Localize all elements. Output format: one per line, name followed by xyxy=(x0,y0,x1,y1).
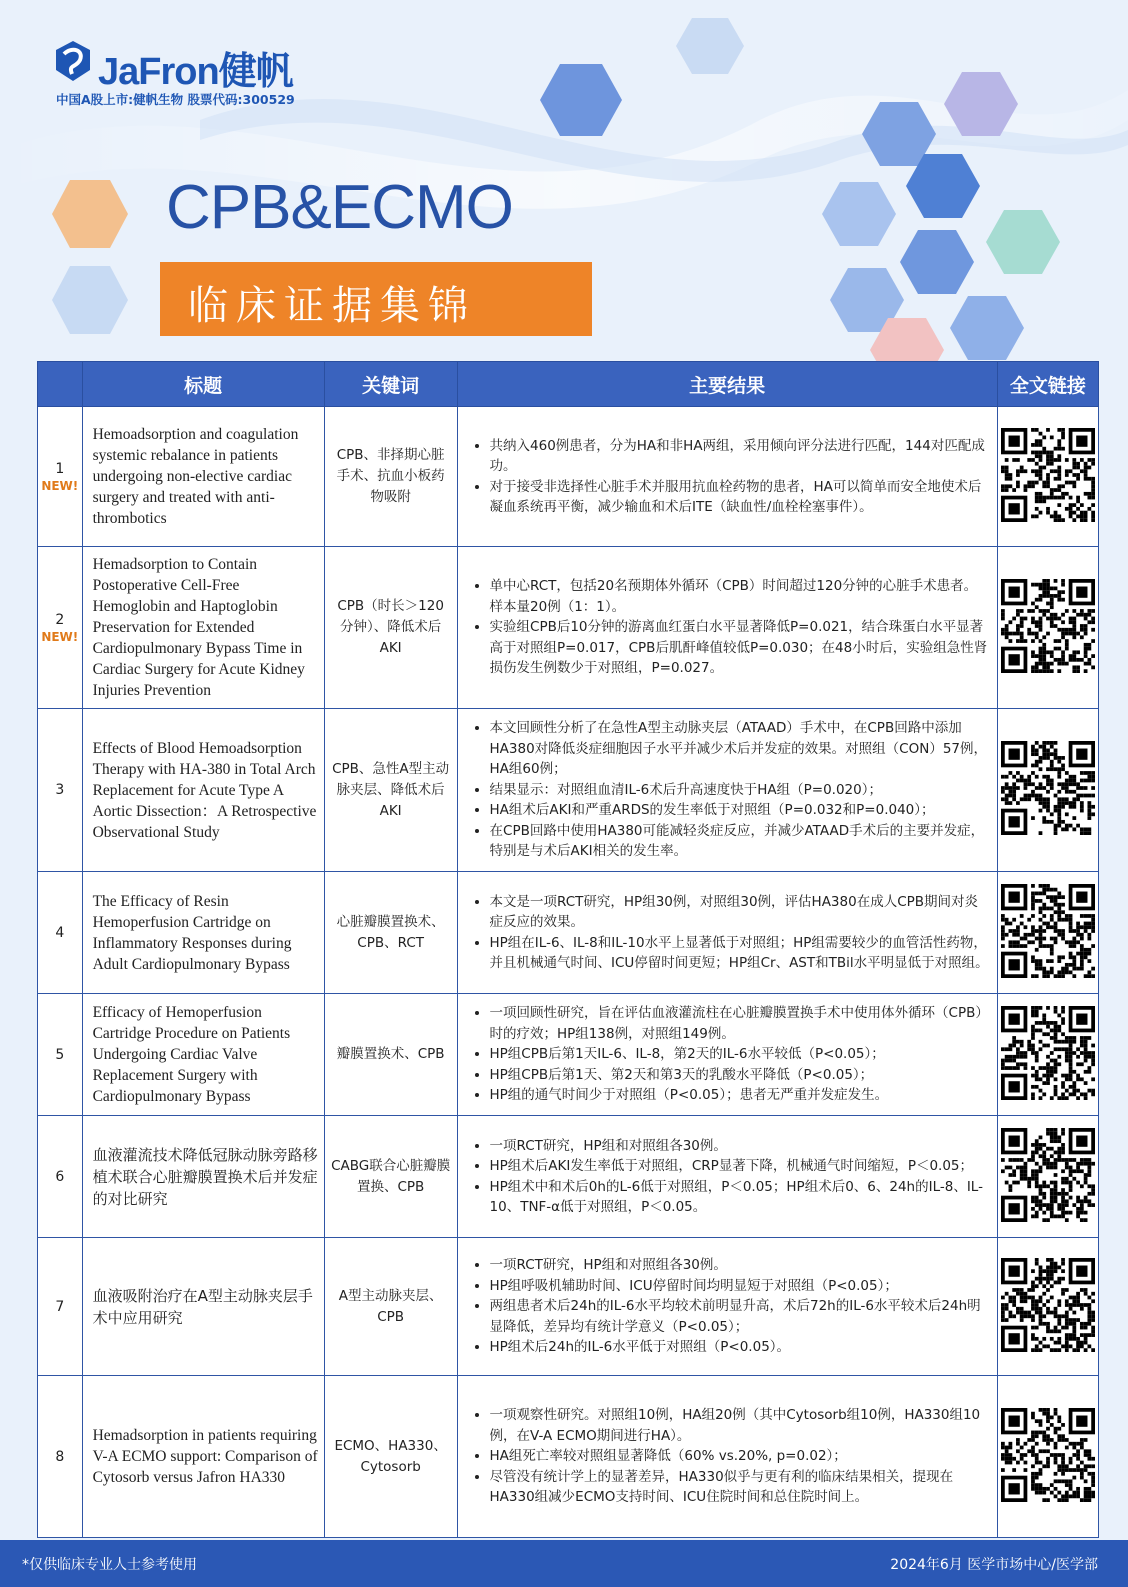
results-cell xyxy=(457,872,997,994)
stock-info: 中国A股上市:健帆生物 股票代码:300529 xyxy=(56,92,295,107)
result-item: • 本文是一项RCT研究，HP组30例，对照组30例，评估HA380在成人CPB期间对炎症反应的效果。 xyxy=(490,892,989,933)
header-title: 标题 xyxy=(82,362,324,407)
result-item: • 在CPB回路中使用HA380可能减轻炎症反应，并减少ATAAD手术后的主要并发症，特别是与术后AKI相关的发生率。 xyxy=(490,821,989,862)
article-title: Hemadsorption to Contain Postoperative Cell-Free Hemoglobin and Haptoglobin Preservation for Extended Cardiopulmonary Bypass Time in Cardiac Surgery for Acute Kidney Injuries Prevention xyxy=(92,556,305,699)
row-number: 6 xyxy=(55,1168,65,1185)
result-item: • 本文回顾性分析了在急性A型主动脉夹层（ATAAD）手术中，在CPB回路中添加HA380对降低炎症细胞因子水平并减少术后并发症的效果。对照组（CON）57例，HA组60例； xyxy=(490,718,989,780)
keywords-cell xyxy=(324,547,457,709)
title-cell xyxy=(82,1116,324,1238)
result-item: • HP组术中和术后0h的L-6低于对照组，P＜0.05；HP组术后0、6、24h的IL-8、IL-10、TNF-α低于对照组，P＜0.05。 xyxy=(490,1177,989,1218)
table-row xyxy=(38,547,1099,709)
article-title: Effects of Blood Hemoadsorption Therapy with HA-380 in Total Arch Replacement for Acute Type A Aortic Dissection：A Retrospective Observational Study xyxy=(92,739,317,841)
title-cell xyxy=(82,709,324,872)
keywords-cell xyxy=(324,709,457,872)
result-item: • 一项观察性研究。对照组10例，HA组20例（其中Cytosorb组10例，HA330组10例，在V-A ECMO期间进行HA）。 xyxy=(490,1405,989,1446)
results-cell xyxy=(457,547,997,709)
header-link: 全文链接 xyxy=(997,362,1098,407)
title-cell xyxy=(82,872,324,994)
row-number-cell xyxy=(38,994,83,1116)
keywords: 瓣膜置换术、CPB xyxy=(336,1046,445,1062)
result-item: • 两组患者术后24h的IL-6水平均较术前明显升高，术后72h的IL-6水平较术后24h明显降低，差异均有统计学意义（P<0.05）； xyxy=(490,1296,989,1337)
title-cell xyxy=(82,1376,324,1538)
table-row xyxy=(38,872,1099,994)
keywords-cell xyxy=(324,1376,457,1538)
result-item: • 对于接受非选择性心脏手术并服用抗血栓药物的患者，HA可以简单而安全地使术后凝血系统再平衡，减少输血和术后ITE（缺血性/血栓栓塞事件）。 xyxy=(490,477,989,518)
results-list xyxy=(468,576,989,679)
qr-code-icon[interactable] xyxy=(1001,1006,1095,1100)
title-cell xyxy=(82,994,324,1116)
title-cell xyxy=(82,1238,324,1376)
qr-cell xyxy=(997,547,1098,709)
result-item: • 结果显示：对照组血清IL-6术后升高速度快于HA组（P=0.020）； xyxy=(490,780,989,801)
result-item: • HP组CPB后第1天、第2天和第3天的乳酸水平降低（P<0.05）； xyxy=(490,1065,989,1086)
keywords: CPB、非择期心脏手术、抗血小板药物吸附 xyxy=(336,447,445,505)
table-row xyxy=(38,709,1099,872)
qr-code-icon[interactable] xyxy=(1001,1128,1095,1222)
result-item: • HP组术后24h的IL-6水平低于对照组（P<0.05）。 xyxy=(490,1337,989,1358)
result-item: • 实验组CPB后10分钟的游离血红蛋白水平显著降低P=0.021，结合珠蛋白水平显著高于对照组P=0.017，CPB后肌酐峰值较低P=0.030；在48小时后，实验组急性肾损伤发生例数少于对照组，P=0.027。 xyxy=(490,617,989,679)
results-list xyxy=(468,1255,989,1358)
result-item: • 尽管没有统计学上的显著差异，HA330似乎与更有利的临床结果相关，提现在HA330组减少ECMO支持时间、ICU住院时间和总住院时间上。 xyxy=(490,1467,989,1508)
keywords: CPB、急性A型主动脉夹层、降低术后AKI xyxy=(332,760,450,819)
results-list xyxy=(468,1405,989,1508)
keywords: CABG联合心脏瓣膜置换、CPB xyxy=(331,1157,451,1195)
result-item: • HP组在IL-6、IL-8和IL-10水平上显著低于对照组；HP组需要较少的血管活性药物，并且机械通气时间、ICU停留时间更短；HP组Cr、AST和TBil水平明显低于对照组。 xyxy=(490,933,989,974)
results-cell xyxy=(457,1238,997,1376)
results-list xyxy=(468,1136,989,1218)
table-row xyxy=(38,407,1099,547)
new-badge: NEW! xyxy=(41,629,79,644)
keywords-cell xyxy=(324,407,457,547)
qr-cell xyxy=(997,872,1098,994)
results-cell xyxy=(457,407,997,547)
article-title: The Efficacy of Resin Hemoperfusion Cartridge on Inflammatory Responses during Adult Cardiopulmonary Bypass xyxy=(92,892,292,973)
qr-cell xyxy=(997,1238,1098,1376)
keywords-cell xyxy=(324,994,457,1116)
keywords-cell xyxy=(324,872,457,994)
result-item: • HP组术后AKI发生率低于对照组，CRP显著下降，机械通气时间缩短，P＜0.05； xyxy=(490,1156,989,1177)
results-cell xyxy=(457,709,997,872)
result-item: • 单中心RCT，包括20名预期体外循环（CPB）时间超过120分钟的心脏手术患者。样本量20例（1：1）。 xyxy=(490,576,989,617)
row-number-cell xyxy=(38,547,83,709)
row-number: 8 xyxy=(55,1448,65,1465)
header-num xyxy=(38,362,83,407)
qr-code-icon[interactable] xyxy=(1001,579,1095,673)
row-number: 1 xyxy=(55,460,65,477)
results-cell xyxy=(457,1376,997,1538)
keywords: A型主动脉夹层、CPB xyxy=(338,1287,443,1325)
results-cell xyxy=(457,1116,997,1238)
result-item: • HP组呼吸机辅助时间、ICU停留时间均明显短于对照组（P<0.05）； xyxy=(490,1276,989,1297)
result-item: • HP组CPB后第1天IL-6、IL-8，第2天的IL-6水平较低（P<0.05）； xyxy=(490,1044,989,1065)
jafron-logo-icon xyxy=(50,38,96,84)
qr-code-icon[interactable] xyxy=(1001,1258,1095,1352)
article-title: Hemoadsorption and coagulation systemic rebalance in patients undergoing non-elective cardiac surgery and treated with anti-thrombotics xyxy=(92,426,299,527)
result-item: • 一项RCT研究，HP组和对照组各30例。 xyxy=(490,1136,989,1157)
result-item: • 一项RCT研究，HP组和对照组各30例。 xyxy=(490,1255,989,1276)
qr-cell xyxy=(997,1116,1098,1238)
header-keywords: 关键词 xyxy=(324,362,457,407)
qr-cell xyxy=(997,709,1098,872)
row-number-cell xyxy=(38,709,83,872)
result-item: • HA组术后AKI和严重ARDS的发生率低于对照组（P=0.032和P=0.040）； xyxy=(490,800,989,821)
qr-code-icon[interactable] xyxy=(1001,741,1095,835)
page-subtitle: 临床证据集锦 xyxy=(188,283,476,329)
qr-cell xyxy=(997,994,1098,1116)
result-item: • HA组死亡率较对照组显著降低（60% vs.20%, p=0.02）； xyxy=(490,1446,989,1467)
result-item: • 一项回顾性研究，旨在评估血液灌流柱在心脏瓣膜置换手术中使用体外循环（CPB）时的疗效；HP组138例，对照组149例。 xyxy=(490,1003,989,1044)
table-row xyxy=(38,1116,1099,1238)
footer xyxy=(0,1540,1128,1587)
table-row xyxy=(38,994,1099,1116)
row-number: 2 xyxy=(55,611,65,628)
table-row xyxy=(38,1238,1099,1376)
keywords: ECMO、HA330、Cytosorb xyxy=(334,1437,447,1475)
result-item: • HP组的通气时间少于对照组（P<0.05）；患者无严重并发症发生。 xyxy=(490,1085,989,1106)
row-number-cell xyxy=(38,872,83,994)
logo-text: JaFron健帆 xyxy=(98,51,293,93)
qr-code-icon[interactable] xyxy=(1001,1408,1095,1502)
row-number: 4 xyxy=(55,924,65,941)
keywords: CPB（时长＞120分钟）、降低术后AKI xyxy=(337,598,444,656)
new-badge: NEW! xyxy=(41,478,79,493)
title-cell xyxy=(82,547,324,709)
footer-date-dept: 2024年6月 医学市场中心/医学部 xyxy=(890,1557,1098,1573)
row-number-cell xyxy=(38,1116,83,1238)
row-number: 3 xyxy=(55,782,65,798)
row-number-cell xyxy=(38,407,83,547)
results-cell xyxy=(457,994,997,1116)
qr-code-icon[interactable] xyxy=(1001,428,1095,522)
qr-cell xyxy=(997,407,1098,547)
page-title: CPB&ECMO xyxy=(166,173,513,242)
row-number: 5 xyxy=(55,1046,65,1063)
article-title: 血液灌流技术降低冠脉动脉旁路移植术联合心脏瓣膜置换术后并发症的对比研究 xyxy=(92,1145,318,1208)
result-item: • 共纳入460例患者，分为HA和非HA两组，采用倾向评分法进行匹配，144对匹配成功。 xyxy=(490,436,989,477)
article-title: 血液吸附治疗在A型主动脉夹层手术中应用研究 xyxy=(92,1286,313,1327)
evidence-table xyxy=(37,361,1099,1538)
article-title: Efficacy of Hemoperfusion Cartridge Procedure on Patients Undergoing Cardiac Valve Replacement Surgery with Cardiopulmonary Bypass xyxy=(92,1004,291,1105)
footer-disclaimer: *仅供临床专业人士参考使用 xyxy=(22,1557,197,1573)
table-row xyxy=(38,1376,1099,1538)
title-cell xyxy=(82,407,324,547)
header-results: 主要结果 xyxy=(457,362,997,407)
row-number-cell xyxy=(38,1238,83,1376)
table-header-row xyxy=(38,362,1099,407)
row-number: 7 xyxy=(55,1298,65,1315)
results-list xyxy=(468,436,989,518)
qr-cell xyxy=(997,1376,1098,1538)
article-title: Hemadsorption in patients requiring V-A ECMO support: Comparison of Cytosorb versus Jafron HA330 xyxy=(92,1427,318,1486)
keywords-cell xyxy=(324,1238,457,1376)
row-number-cell xyxy=(38,1376,83,1538)
subtitle-banner xyxy=(160,262,592,336)
keywords-cell xyxy=(324,1116,457,1238)
results-list xyxy=(468,718,989,862)
qr-code-icon[interactable] xyxy=(1001,884,1095,978)
results-list xyxy=(468,892,989,974)
results-list xyxy=(468,1003,989,1106)
keywords: 心脏瓣膜置换术、CPB、RCT xyxy=(336,913,445,951)
